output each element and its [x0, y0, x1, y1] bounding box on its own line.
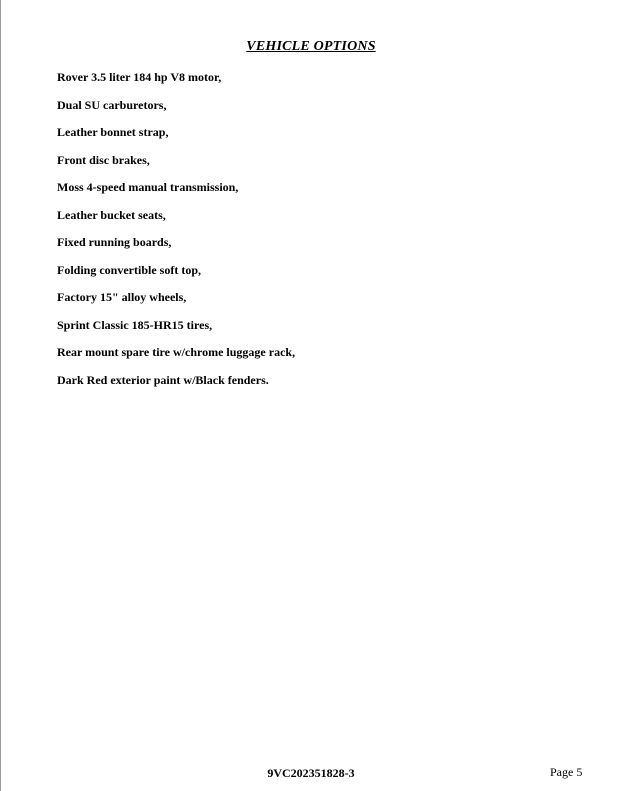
list-item: Front disc brakes,	[57, 152, 150, 167]
list-item: Folding convertible soft top,	[57, 262, 201, 277]
page-title: VEHICLE OPTIONS	[246, 39, 376, 54]
list-item: Rover 3.5 liter 184 hp V8 motor,	[57, 70, 222, 84]
list-item: Dual SU carburetors,	[57, 97, 167, 112]
page-left-edge	[0, 0, 1, 791]
list-item: Factory 15" alloy wheels,	[57, 290, 187, 304]
list-item: Fixed running boards,	[57, 235, 172, 249]
list-item: Leather bonnet strap,	[57, 125, 169, 139]
list-item: Dark Red exterior paint w/Black fenders.	[57, 372, 269, 387]
list-item: Moss 4-speed manual transmission,	[57, 180, 239, 194]
page-number: Page 5	[550, 765, 583, 779]
list-item: Leather bucket seats,	[57, 207, 166, 222]
vehicle-options-list	[57, 69, 295, 399]
document-id: 9VC202351828-3	[267, 766, 355, 780]
list-item: Rear mount spare tire w/chrome luggage rack,	[57, 345, 296, 359]
list-item: Sprint Classic 185-HR15 tires,	[57, 317, 213, 332]
